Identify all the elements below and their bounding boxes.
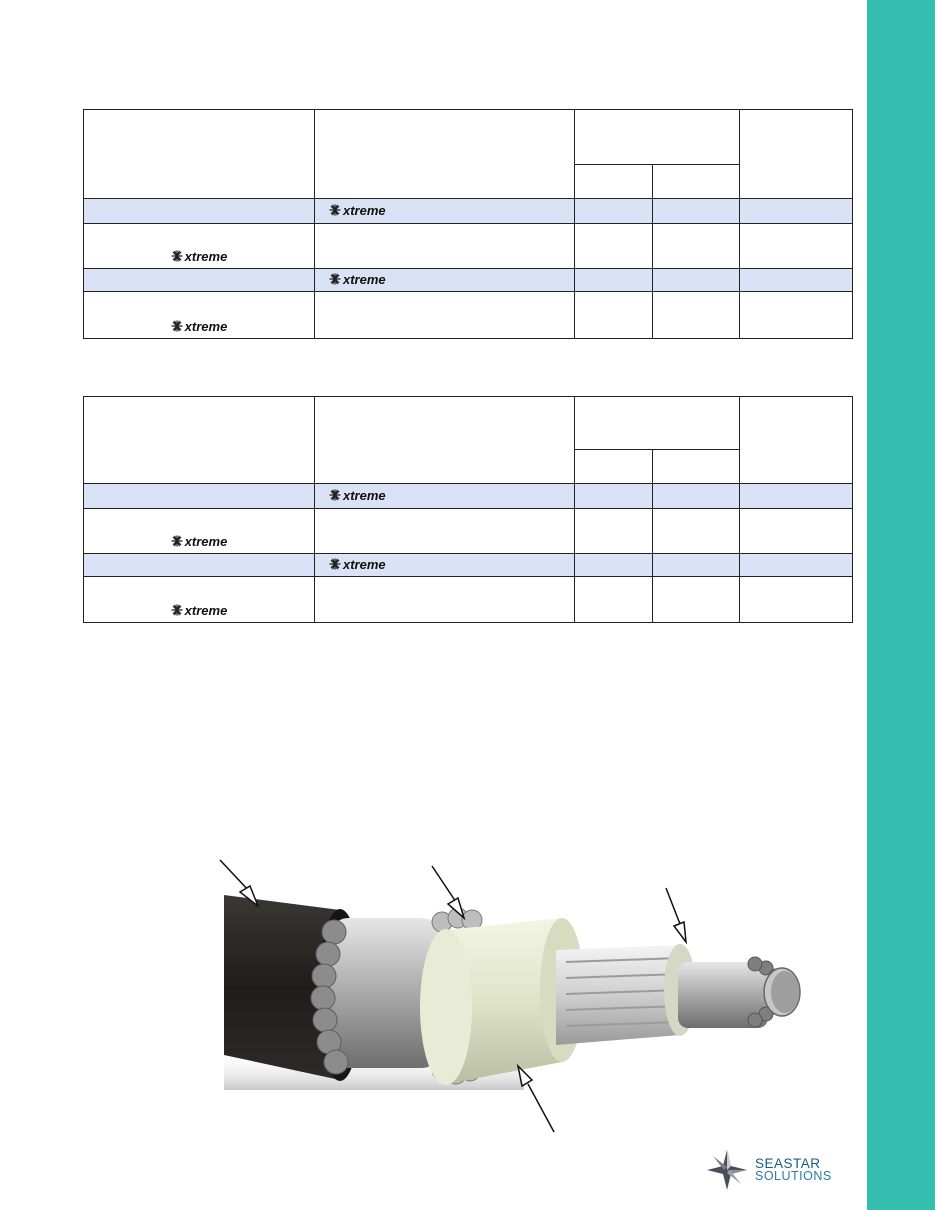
inner-core-strands: [556, 944, 696, 1045]
table-row: [84, 269, 853, 292]
logo-line-2: SOLUTIONS: [755, 1169, 832, 1183]
xtreme-brand: xtreme: [171, 319, 228, 334]
subheader-cell: [575, 450, 653, 484]
header-group-cell: [575, 110, 740, 165]
burst-icon: [329, 204, 341, 216]
table-row: [84, 484, 853, 509]
header-cell: [315, 110, 575, 199]
center-wire-bundle: [678, 957, 800, 1028]
xtreme-brand: xtreme: [329, 557, 386, 572]
burst-icon: [171, 535, 183, 547]
header-cell: [84, 397, 315, 484]
table-header-row: [84, 397, 853, 450]
table-row: [84, 509, 853, 554]
subheader-cell: [575, 165, 653, 199]
side-accent-bar: [867, 0, 935, 1210]
xtreme-brand: xtreme: [171, 603, 228, 618]
table-header-row: [84, 110, 853, 165]
spec-table-1: [83, 109, 853, 339]
burst-icon: [329, 558, 341, 570]
header-group-cell: [575, 397, 740, 450]
spec-table-2: [83, 396, 853, 623]
seastar-logo: [705, 1145, 850, 1195]
xtreme-brand: xtreme: [329, 488, 386, 503]
subheader-cell: [653, 165, 740, 199]
xtreme-brand: xtreme: [329, 272, 386, 287]
table-row: [84, 292, 853, 339]
burst-icon: [329, 489, 341, 501]
xtreme-brand: xtreme: [171, 249, 228, 264]
table-row: [84, 224, 853, 269]
xtreme-brand: xtreme: [171, 534, 228, 549]
burst-icon: [329, 273, 341, 285]
burst-icon: [171, 320, 183, 332]
logo-line-1: SEASTAR: [755, 1156, 821, 1171]
header-cell: [315, 397, 575, 484]
header-cell: [740, 110, 853, 199]
header-cell: [84, 110, 315, 199]
xtreme-brand: xtreme: [329, 203, 386, 218]
cable-cross-section-illustration: [210, 850, 830, 1140]
subheader-cell: [653, 450, 740, 484]
compass-star-icon: [705, 1148, 749, 1192]
burst-icon: [171, 250, 183, 262]
table-row: [84, 577, 853, 623]
table-row: [84, 199, 853, 224]
burst-icon: [171, 604, 183, 616]
header-cell: [740, 397, 853, 484]
table-row: [84, 554, 853, 577]
